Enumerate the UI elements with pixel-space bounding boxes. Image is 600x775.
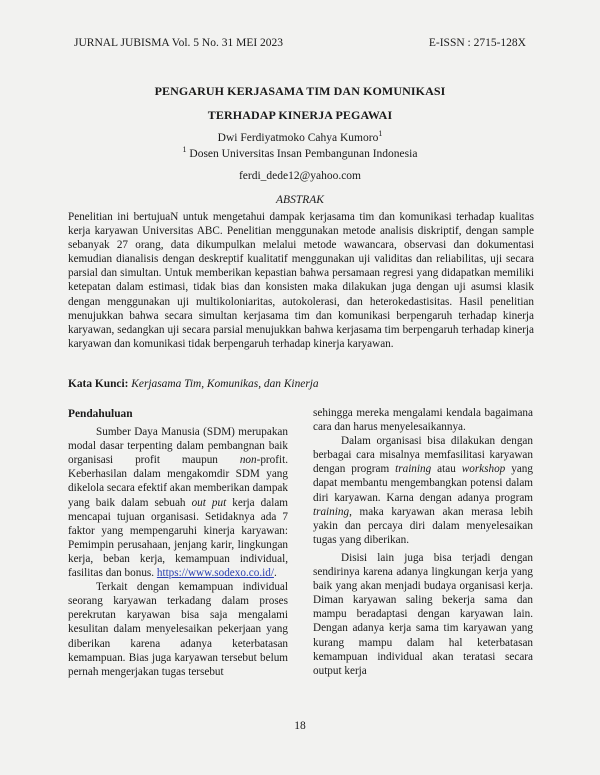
affiliation-text: Dosen Universitas Insan Pembangunan Indonesia <box>186 147 418 160</box>
intro-paragraph-2: Terkait dengan kemampuan individual seorang karyawan terkadang dalam proses perekrutan karyawan bisa saja mengalami kesulitan dalam menyelesaikan pekerjaan yang diberikan karena adanya keterbatasan kemampuan. Bias juga karyawan tersebut belum pernah mengerjakan tugas tersebut <box>68 581 288 678</box>
p1-part-a: Sumber Daya Manusia (SDM) merupakan modal dasar terpenting dalam pembangnan baik organisasi profit maupun <box>68 426 288 467</box>
paper-title-line-1: PENGARUH KERJASAMA TIM DAN KOMUNIKASI <box>154 84 446 98</box>
page-number: 18 <box>294 720 306 732</box>
keywords <box>68 378 319 390</box>
p1-nonprofit: non <box>239 454 257 467</box>
abstract-text: Penelitian ini bertujuaN untuk mengetahui dampak kerjasama tim dan komunikasi terhadap kualitas kerja karyawan Universitas ABC. Penelitian menggunakan metode analisis diskriptif, dengan sample sebanyak 27 orang, data dikumpulkan melalui metode wawancara, observasi dan dokumentasi kemudian dianalisis dengan deskreptif kualitatif menggunakan uji validitas dan reliabilitas, uji secara parsial dan simultan. Untuk memberikan kepastian bahwa persamaan regresi yang didapatkan memiliki ketepatan dalam estimasi, tidak bias dan konsisten maka dilakukan juga dengan uji asumsi klasik dengan menggunakan uji multikoloniaritas, autokolerasi, dan heterokedastisitas. Hasil penelitian menujukkan bahwa secara simultan kerjasama tim dan komunikasi berpengaruh terhadap kinerja karyawan, sedangkan uji secara parsial menujukkan bahwa kerjasama tim berpengaruh terhadap kinerja karyawan dan komunikasi tidak berpengaruh terhadap kinerja karyawan. <box>68 211 534 350</box>
r1-training: training <box>395 463 432 476</box>
journal-name: JURNAL JUBISMA Vol. 5 No. 31 MEI 2023 <box>74 37 284 49</box>
author <box>0 129 600 144</box>
author-superscript: 1 <box>378 129 383 138</box>
right-paragraph-2: Disisi lain juga bisa terjadi dengan sendirinya karena adanya lingkungan kerja yang baik yang akan menjadi budaya organisasi kerja. Diman karyawan saling bekerja sama dan mampu beradaptasi dengan karyawan lain. Dengan adanya kerja sama tim karyawan yang kurang mampu dalam hal keterbatasan kemampuan individual akan teratasi secara output kerja <box>313 551 533 677</box>
paper-title-line-2: TERHADAP KINERJA PEGAWAI <box>207 108 393 122</box>
author-name: Dwi Ferdiyatmoko Cahya Kumoro <box>217 131 379 144</box>
p1-part-b: -profit. Keberhasilan dalam mengakomdir SDM yang dikelola secara efektif akan memberikan dampak yang baik dalam sebuah <box>68 454 288 509</box>
r1-part-a: Dalam organisasi bisa dilakukan dengan berbagai cara misalnya memfasilitasi karyawan dengan program <box>313 435 533 476</box>
abstract-heading: ABSTRAK <box>276 194 324 206</box>
p1-part-d: . <box>273 567 277 580</box>
p1-output: out put <box>191 496 227 509</box>
right-paragraph-0: sehingga mereka mengalami kendala bagaimana cara dan harus menyelesaikannya. <box>313 407 533 434</box>
r1-workshop: workshop <box>461 463 506 476</box>
right-paragraph-1 <box>313 434 533 547</box>
r1-part-d: , maka karyawan akan merasa lebih yakin dan percaya diri dalam menyelesaikan tugas yang diberikan. <box>313 505 533 546</box>
author-email: ferdi_dede12@yahoo.com <box>238 170 362 182</box>
sodexo-link[interactable]: https://www.sodexo.co.id/ <box>156 567 274 580</box>
r1-part-b: atau <box>431 463 462 476</box>
issn: E-ISSN : 2715-128X <box>428 37 526 49</box>
affiliation <box>0 145 600 160</box>
p1-part-c: kerja dalam mencapai tujuan organisasi. Setidaknya ada 7 faktor yang mempengaruhi kinerja karyawan: Pemimpin perusahaan, jenjang karir, lingkungan kerja, beban kerja, kemampuan individual, fasilitas dan bonus. <box>68 496 288 580</box>
intro-paragraph-1 <box>68 425 288 580</box>
section-heading: Pendahuluan <box>68 408 133 420</box>
left-column <box>68 407 288 679</box>
keywords-list: Kerjasama Tim, Komunikas, dan Kinerja <box>131 378 319 390</box>
running-header <box>74 37 526 49</box>
keywords-label: Kata Kunci: <box>68 378 129 390</box>
affiliation-superscript: 1 <box>182 145 187 154</box>
right-column <box>313 406 533 678</box>
r1-training-2: training <box>313 505 350 518</box>
r1-part-c: yang dapat membantu mengembangkan potensi dalam diri karyawan. Karna dengan adanya program <box>313 463 533 504</box>
